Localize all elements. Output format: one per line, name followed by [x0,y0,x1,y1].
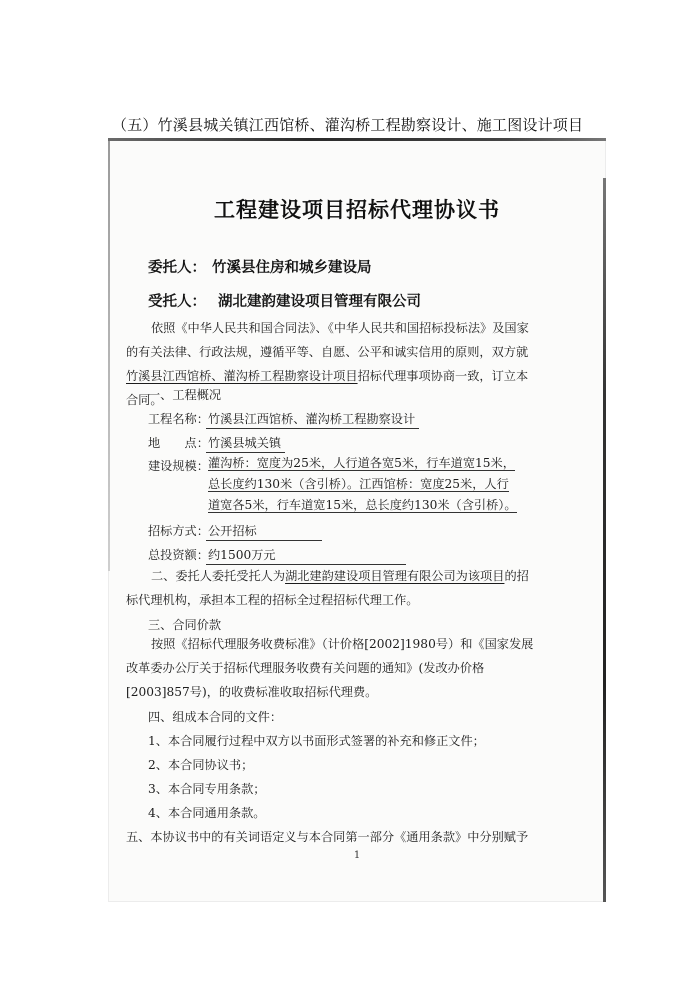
section-2-text-end: 的招标代理机构，承担本工程的招标全过程招标代理工作。 [126,569,529,607]
section-5-start: 五、本协议书中的有关词语定义与本合同第一部分《通用条款》中分别赋予 [126,830,529,844]
location-value: 竹溪县城关镇 [206,434,285,453]
project-name-line [148,410,419,429]
section-1-title: 一、工程概况 [148,388,222,402]
principal-value: 竹溪县住房和城乡建设局 [212,259,372,276]
scale-label: 建设规模： [148,459,209,473]
project-name-value: 竹溪县江西馆桥、灌沟桥工程勘察设计 [206,410,419,429]
section-4-item-4: 4、本合同通用条款。 [148,806,266,820]
investment-line [148,546,406,565]
section-4-title: 四、组成本合同的文件： [148,710,283,724]
document-title: 工程建设项目招标代理协议书 [214,197,500,222]
agent-line [148,290,421,311]
project-name-label: 工程名称： [148,412,209,426]
bid-method-line [148,522,322,541]
page-number: 1 [353,850,361,861]
section-3-body: 按照《招标代理服务收费标准》（计价格[2002]1980号）和《国家发展改革委办公厅关于招标代理服务收费有关问题的通知》(发改办价格[2003]857号)，的收费标准收取招标代理费。 [126,637,534,699]
scale-value-block [208,453,520,516]
section-4-item-3: 3、本合同专用条款； [148,782,266,796]
investment-value: 约1500万元 [206,546,406,565]
location-label: 地 点： [148,436,209,450]
agent-label: 受托人： [148,293,206,310]
section-4-item-1: 1、本合同履行过程中双方以书面形式签署的补充和修正文件； [148,734,485,748]
bid-method-value: 公开招标 [206,522,322,541]
section-2-paragraph [126,564,538,612]
principal-label: 委托人： [148,259,206,276]
section-3-title: 三、合同价款 [148,618,222,632]
scale-value: 灌沟桥：宽度为25米，人行道各宽5米，行车道宽15米，总长度约130米（含引桥）。江西馆桥：宽度25米，人行道宽各5米，行车道宽15米，总长度约130米（含引桥）。 [208,456,517,512]
agent-value: 湖北建韵建设项目管理有限公司 [218,293,421,310]
intro-text-end: 招标代理事项协商一致，订立本合同。 [126,369,529,407]
principal-line [148,256,372,277]
intro-text: 依照《中华人民共和国合同法》、《中华人民共和国招标投标法》及国家的有关法律、行政法规，遵循平等、自愿、公平和诚实信用的原则，双方就 [126,321,529,359]
section-2-text: 二、委托人委托受托人为 [151,569,286,583]
bid-method-label: 招标方式： [148,524,209,538]
scanned-document [108,138,606,902]
page-heading: （五）竹溪县城关镇江西馆桥、灌沟桥工程勘察设计、施工图设计项目 [112,116,584,134]
section-4-item-2: 2、本合同协议书； [148,758,254,772]
investment-label: 总投资额： [148,548,209,562]
section-2-underlined: 湖北建韵建设项目管理有限公司为该项目 [285,569,505,583]
intro-project-underlined: 竹溪县江西馆桥、灌沟桥工程勘察设计项目 [126,369,358,383]
location-line [148,434,285,453]
